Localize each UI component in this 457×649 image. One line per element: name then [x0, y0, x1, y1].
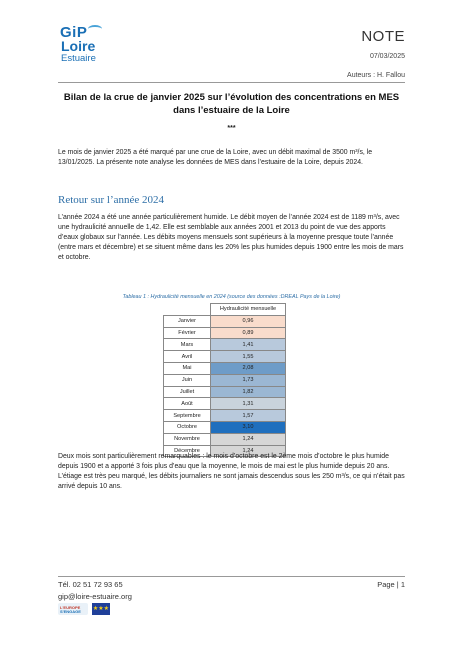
section-paragraph: L’année 2024 a été une année particulièrement humide. Le débit moyen de l’année 2024 est de 1189 m³/s, avec une hydraulicité annuelle de 1,42. Elle est semblable aux années 2001 et 2013 du point de vue des apports d’eaux globaux sur l’année. Les débits moyens mensuels sont supérieurs à la moyenne presque toute l’année (entre mars et décembre) et se situent même dans les 20% les plus humides depuis 1900 entre les mois de mars et octobre. — [58, 214, 404, 261]
doc-date: 07/03/2025 — [369, 53, 405, 60]
table-row — [164, 339, 286, 351]
page-number: Page | 1 — [377, 580, 405, 589]
logo-wave-icon — [88, 25, 102, 33]
partner-logo-text2: S'ENGAGE — [60, 609, 81, 614]
hydraulicity-value-cell: 2,08 — [211, 362, 286, 374]
partner-logo-text1: L'EUROPE — [60, 605, 81, 610]
europe-engage-logo — [58, 603, 88, 615]
month-cell: Mai — [164, 362, 211, 374]
hydraulicity-table — [163, 303, 286, 457]
table-corner-cell — [164, 304, 211, 316]
table-row — [164, 398, 286, 410]
doc-type: NOTE — [361, 28, 405, 45]
hydraulicity-value-cell: 0,96 — [211, 315, 286, 327]
table-header-row — [164, 304, 286, 316]
month-cell: Janvier — [164, 315, 211, 327]
header-divider — [58, 82, 405, 83]
hydraulicity-value-cell: 0,89 — [211, 327, 286, 339]
gip-loire-estuaire-logo — [60, 24, 120, 72]
hydraulicity-value-cell: 1,24 — [211, 445, 286, 457]
doc-author: Auteurs : H. Fallou — [347, 72, 405, 79]
logo-line2: Loire — [61, 38, 96, 54]
table-row — [164, 315, 286, 327]
logo-line1: GiP — [60, 24, 88, 41]
document-title: Bilan de la crue de janvier 2025 sur l’évolution des concentrations en MES dans l’estuaire de la Loire — [63, 92, 400, 116]
month-cell: Mars — [164, 339, 211, 351]
hydraulicity-value-cell: 1,41 — [211, 339, 286, 351]
month-cell: Février — [164, 327, 211, 339]
month-cell: Novembre — [164, 433, 211, 445]
logo-line3: Estuaire — [61, 53, 96, 64]
hydraulicity-value-cell: 1,73 — [211, 374, 286, 386]
hydraulicity-value-cell: 1,31 — [211, 398, 286, 410]
table-row — [164, 410, 286, 422]
month-cell: Décembre — [164, 445, 211, 457]
hydraulicity-value-cell: 1,55 — [211, 351, 286, 363]
intro-paragraph: Le mois de janvier 2025 a été marqué par une crue de la Loire, avec un débit maximal de 3500 m³/s, le 13/01/2025. La présente note analyse les données de MES dans l’estuaire de la Loire, depuis 2024. — [58, 149, 373, 166]
hydraulicity-value-cell: 3,10 — [211, 421, 286, 433]
hydraulicity-value-cell: 1,24 — [211, 433, 286, 445]
table-row — [164, 386, 286, 398]
hydraulicity-value-cell: 1,57 — [211, 410, 286, 422]
title-separator: *** — [227, 125, 236, 132]
table-header-cell: Hydraulicité mensuelle — [211, 304, 286, 316]
table-row — [164, 327, 286, 339]
table-row — [164, 374, 286, 386]
conclusion-paragraph: Deux mois sont particulièrement remarquables : le mois d’octobre est le 2ème mois d’octobre le plus humide depuis 1900 et a apporté 3 fois plus d’eau que la moyenne, le mois de mai est le plus humide depuis 20 ans. L’étiage est très peu marqué, les débits journaliers ne sont jamais descendus sous les 250 m³/s, ce qui n’était pas arrivé depuis 10 ans. — [58, 453, 405, 490]
section-heading: Retour sur l’année 2024 — [58, 194, 164, 206]
month-cell: Juin — [164, 374, 211, 386]
hydraulicity-value-cell: 1,82 — [211, 386, 286, 398]
month-cell: Août — [164, 398, 211, 410]
footer-email[interactable]: gip@loire-estuaire.org — [58, 592, 132, 601]
table-body — [164, 315, 286, 457]
table-row — [164, 433, 286, 445]
eu-flag-icon — [92, 603, 110, 615]
month-cell: Octobre — [164, 421, 211, 433]
month-cell: Avril — [164, 351, 211, 363]
eu-stars: ★★★ — [92, 606, 110, 612]
table-row — [164, 351, 286, 363]
month-cell: Juillet — [164, 386, 211, 398]
table-caption: Tableau 1 : Hydraulicité mensuelle en 2024 (source des données :DREAL Pays de la Loire) — [122, 294, 341, 300]
partner-logos — [58, 603, 128, 617]
footer-phone: Tél. 02 51 72 93 65 — [58, 580, 123, 589]
table-row — [164, 362, 286, 374]
table-row — [164, 421, 286, 433]
month-cell: Septembre — [164, 410, 211, 422]
footer-divider — [58, 576, 405, 577]
